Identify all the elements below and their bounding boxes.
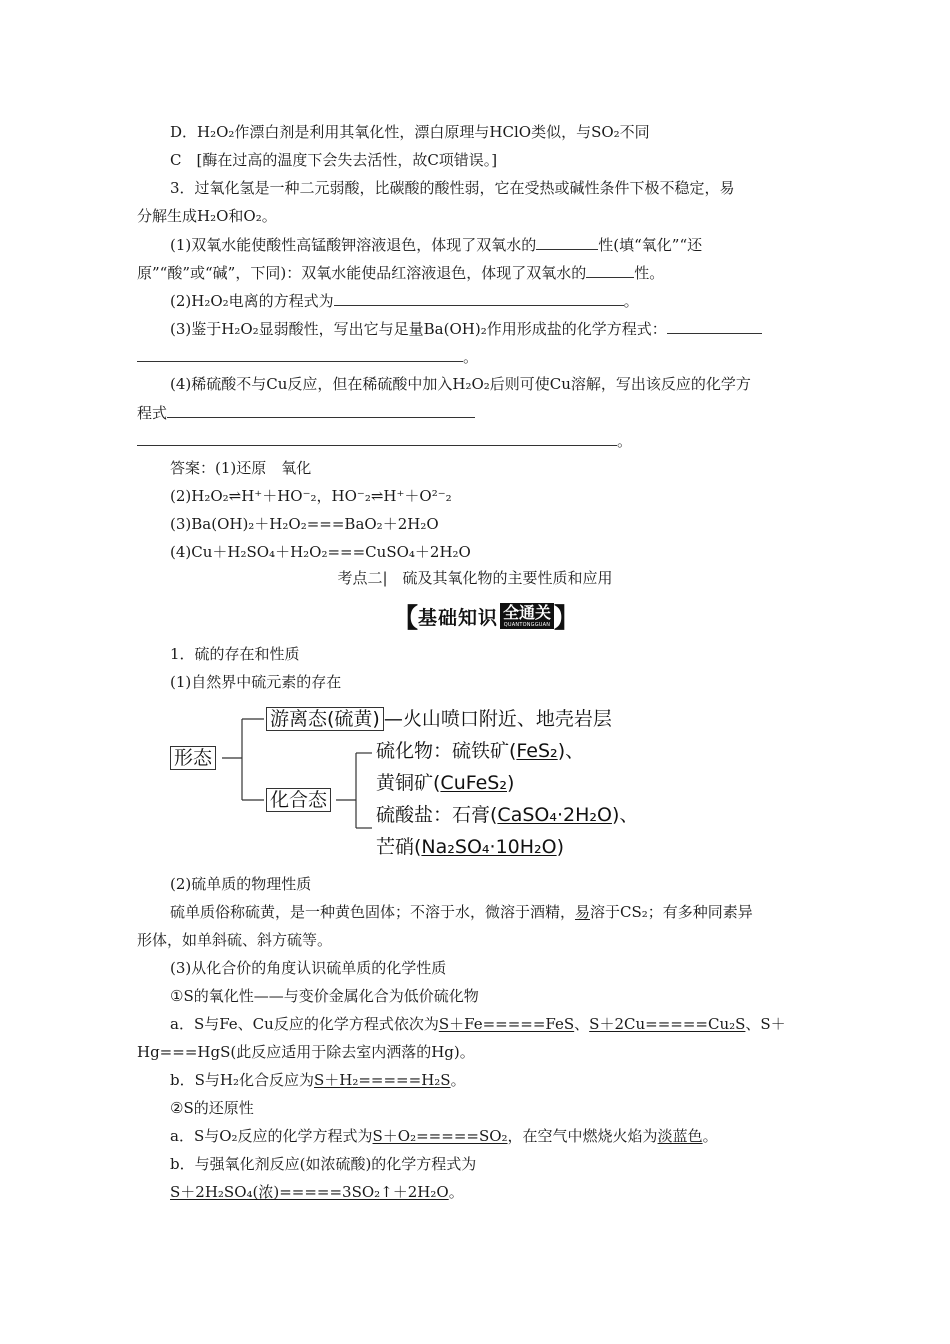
reaction-fe-cu-b: 、 xyxy=(574,1015,590,1033)
q3-part4-cont xyxy=(137,402,475,423)
banner-title: 基础知识 xyxy=(417,606,498,629)
equation-s-fe: S＋Fe=====FeS xyxy=(438,1015,575,1033)
answer-explanation: C [酶在过高的温度下会失去活性，故C项错误。] xyxy=(170,151,498,169)
reducing-heading: ②S的还原性 xyxy=(170,1099,254,1117)
reaction-fe-cu-c: 、S＋ xyxy=(745,1015,786,1033)
q3-part2-end: 。 xyxy=(623,292,639,310)
banner-badge-sub: QUANTONGGUAN xyxy=(503,622,551,628)
q3-part1-cont xyxy=(137,262,664,283)
answer-2: (2)H₂O₂⇌H⁺＋HO⁻₂，HO⁻₂⇌H⁺＋O²⁻₂ xyxy=(170,487,452,505)
basic-knowledge-banner xyxy=(383,599,589,633)
reaction-strong-oxidizer: b．与强氧化剂反应(如浓硫酸)的化学方程式为 xyxy=(170,1155,477,1173)
paragraph-physical-underline: 易 xyxy=(575,903,591,921)
diagram-gypsum-formula: CaSO₄·2H₂O xyxy=(497,804,612,826)
paragraph-physical-a: 硫单质俗称硫黄，是一种黄色固体；不溶于水，微溶于酒精， xyxy=(170,903,576,921)
diagram-root: 形态 xyxy=(170,746,216,770)
paragraph-physical xyxy=(170,902,753,922)
diagram-sulfide-end: )、 xyxy=(557,740,585,762)
q3-part4-end: 。 xyxy=(617,432,633,450)
diagram-combined-state: 化合态 xyxy=(266,788,331,812)
q3-part3-end: 。 xyxy=(463,348,479,366)
q3-part3-cont xyxy=(137,346,478,367)
diagram-mirabilite xyxy=(376,835,564,859)
reaction-h2-b: 。 xyxy=(450,1071,466,1089)
blank xyxy=(667,318,762,334)
equation-s-cu: S＋2Cu=====Cu₂S xyxy=(589,1015,746,1033)
reaction-fe-cu xyxy=(170,1014,786,1034)
diagram-mirabilite-label: 芒硝( xyxy=(376,836,422,858)
diagram-chalcopyrite-formula: CuFeS₂ xyxy=(440,772,507,794)
reaction-h2so4 xyxy=(170,1182,464,1202)
blank xyxy=(137,430,617,446)
q3-part1-cont-text-b: 性。 xyxy=(634,264,665,282)
diagram-sulfide xyxy=(376,739,584,763)
diagram-chalcopyrite-label: 黄铜矿( xyxy=(376,772,441,794)
blank xyxy=(334,290,624,306)
diagram-free-state: 游离态(硫黄) xyxy=(266,707,384,731)
question-3-stem-cont: 分解生成H₂O和O₂。 xyxy=(137,207,277,225)
answer-4: (4)Cu＋H₂SO₄＋H₂O₂===CuSO₄＋2H₂O xyxy=(170,543,471,561)
flame-color: 淡蓝色 xyxy=(657,1127,703,1145)
q3-part3 xyxy=(170,318,762,339)
banner-badge xyxy=(500,603,554,629)
option-d: D．H₂O₂作漂白剂是利用其氧化性，漂白原理与HClO类似，与SO₂不同 xyxy=(170,123,650,141)
diagram-chalcopyrite-end: ) xyxy=(507,772,515,794)
equation-s-h2: S＋H₂=====H₂S xyxy=(313,1071,451,1089)
paragraph-physical-cont: 形体，如单斜硫、斜方硫等。 xyxy=(137,931,333,949)
reaction-o2-a: a．S与O₂反应的化学方程式为 xyxy=(170,1127,373,1145)
blank xyxy=(137,346,463,362)
diagram-sulfate xyxy=(376,803,638,827)
reaction-h2so4-end: 。 xyxy=(448,1183,464,1201)
q3-part3-text: (3)鉴于H₂O₂显弱酸性，写出它与足量Ba(OH)₂作用形成盐的化学方程式： xyxy=(170,320,667,338)
blank xyxy=(167,402,475,418)
q3-part1-cont-text-a: 原”“酸”或“碱”，下同)：双氧水能使品红溶液退色，体现了双氧水的 xyxy=(137,264,587,282)
diagram-mirabilite-formula: Na₂SO₄·10H₂O xyxy=(421,836,557,858)
reaction-h2 xyxy=(170,1070,466,1090)
section-title: 考点二| 硫及其氧化物的主要性质和应用 xyxy=(337,569,613,587)
paragraph-physical-b: 溶于CS₂；有多种同素异 xyxy=(590,903,753,921)
banner-badge-main: 全通关 xyxy=(503,603,552,622)
answer-1: 答案：(1)还原 氧化 xyxy=(170,459,312,477)
diagram-sulfate-label: 硫酸盐：石膏( xyxy=(376,804,498,826)
blank xyxy=(536,234,598,250)
blank xyxy=(586,262,634,278)
q3-part1 xyxy=(170,234,702,255)
q3-part4-cont2 xyxy=(137,430,632,451)
oxidizing-heading: ①S的氧化性——与变价金属化合为低价硫化物 xyxy=(170,987,479,1005)
q3-part1-text-a: (1)双氧水能使酸性高锰酸钾溶液退色，体现了双氧水的 xyxy=(170,236,537,254)
equation-s-h2so4: S＋2H₂SO₄(浓)=====3SO₂↑＋2H₂O xyxy=(170,1183,449,1201)
reaction-hg: Hg===HgS(此反应适用于除去室内洒落的Hg)。 xyxy=(137,1043,475,1061)
q3-part2-text: (2)H₂O₂电离的方程式为 xyxy=(170,292,334,310)
reaction-h2-a: b．S与H₂化合反应为 xyxy=(170,1071,314,1089)
q3-part1-text-b: 性(填“氧化”“还 xyxy=(598,236,703,254)
sulfur-existence-diagram xyxy=(160,695,660,865)
heading-1-1: (1)自然界中硫元素的存在 xyxy=(170,673,342,691)
reaction-fe-cu-a: a．S与Fe、Cu反应的化学方程式依次为 xyxy=(170,1015,439,1033)
diagram-sulfide-formula: FeS₂ xyxy=(516,740,558,762)
diagram-chalcopyrite xyxy=(376,771,514,795)
reaction-o2-b: ，在空气中燃烧火焰为 xyxy=(507,1127,658,1145)
reaction-o2-c: 。 xyxy=(702,1127,718,1145)
diagram-sulfide-label: 硫化物：硫铁矿( xyxy=(376,740,517,762)
heading-1: 1．硫的存在和性质 xyxy=(170,645,300,663)
equation-s-o2: S＋O₂=====SO₂ xyxy=(372,1127,508,1145)
heading-1-2: (2)硫单质的物理性质 xyxy=(170,875,312,893)
reaction-o2 xyxy=(170,1126,718,1146)
answer-3: (3)Ba(OH)₂＋H₂O₂===BaO₂＋2H₂O xyxy=(170,515,439,533)
diagram-mirabilite-end: ) xyxy=(556,836,565,858)
q3-part4: (4)稀硫酸不与Cu反应，但在稀硫酸中加入H₂O₂后则可使Cu溶解，写出该反应的化学方 xyxy=(170,375,751,393)
banner-left-bracket: 【 xyxy=(391,603,418,634)
diagram-sulfate-end: )、 xyxy=(611,804,639,826)
banner-right-bracket: 】 xyxy=(554,603,581,634)
q3-part2 xyxy=(170,290,639,311)
diagram-free-state-desc: —火山喷口附近、地壳岩层 xyxy=(383,708,612,730)
q3-part4-label: 程式 xyxy=(137,404,168,422)
heading-1-3: (3)从化合价的角度认识硫单质的化学性质 xyxy=(170,959,447,977)
question-3-stem: 3．过氧化氢是一种二元弱酸，比碳酸的酸性弱，它在受热或碱性条件下极不稳定，易 xyxy=(170,179,735,197)
